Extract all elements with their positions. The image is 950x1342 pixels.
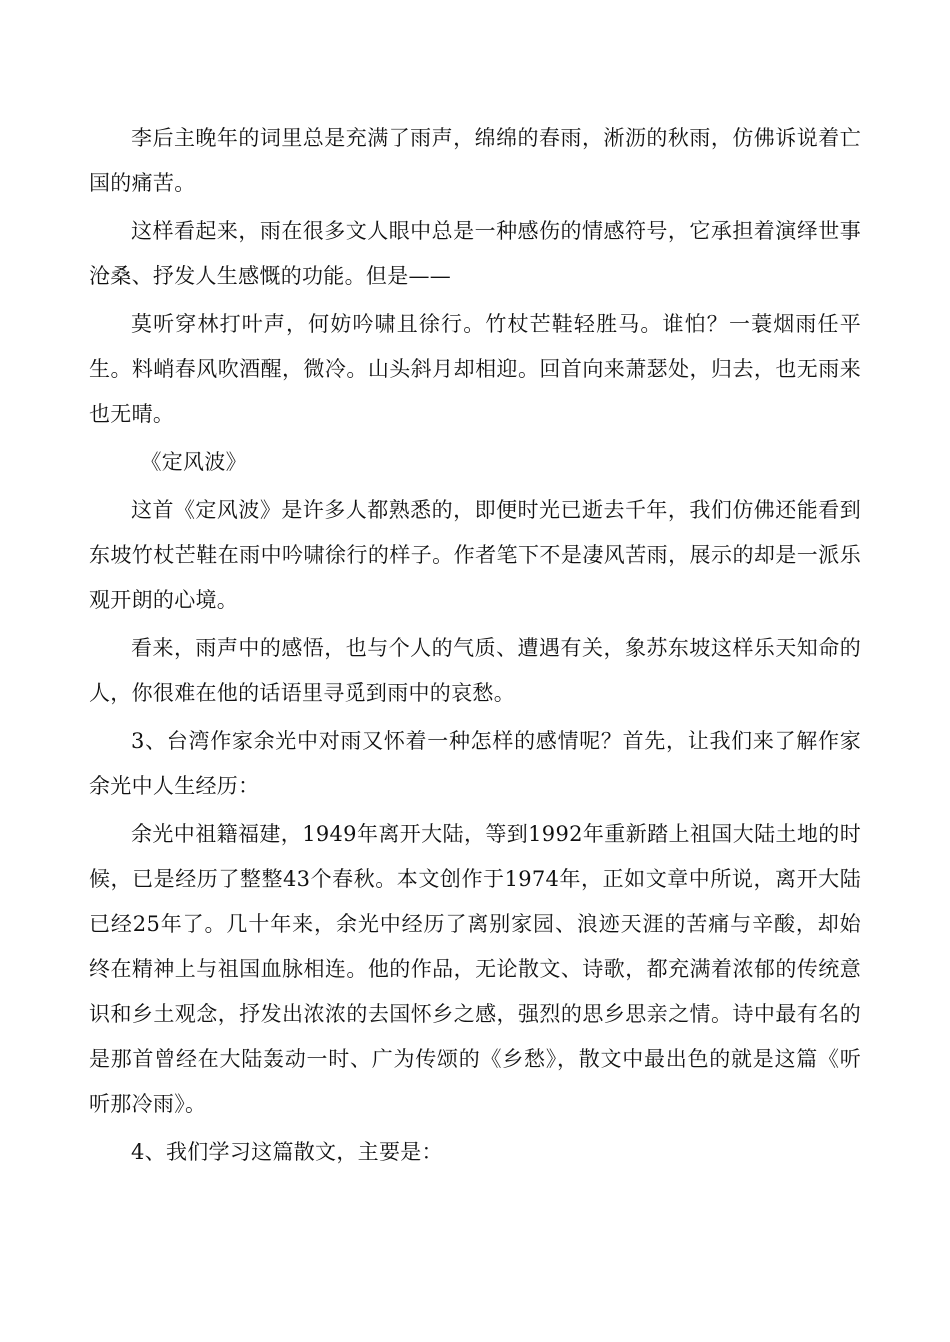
paragraph-rain-symbol: 这样看起来，雨在很多文人眼中总是一种感伤的情感符号，它承担着演绎世事沧桑、抒发人生感慨的功能。但是—— <box>89 219 861 288</box>
paragraph-su-dongpo: 看来，雨声中的感悟，也与个人的气质、遭遇有关，象苏东坡这样乐天知命的人，你很难在他的话语里寻觅到雨中的哀愁。 <box>89 636 861 705</box>
paragraph-yu-guangzhong-biography: 余光中祖籍福建，1949年离开大陆，等到1992年重新踏上祖国大陆土地的时候，已是经历了整整43个春秋。本文创作于1974年，正如文章中所说，离开大陆已经25年了。几十年来，余光中经历了离别家园、浪迹天涯的苦痛与辛酸，却始终在精神上与祖国血脉相连。他的作品，无论散文、诗歌，都充满着浓郁的传统意识和乡土观念，抒发出浓浓的去国怀乡之感，强烈的思乡思亲之情。诗中最有名的是那首曾经在大陆轰动一时、广为传颂的《乡愁》，散文中最出色的就是这篇《听听那冷雨》。 <box>89 822 861 1116</box>
poem-title: 《定风波》 <box>140 450 247 474</box>
paragraph-section-4: 4、我们学习这篇散文，主要是： <box>131 1140 443 1164</box>
document-body <box>89 116 861 1178</box>
paragraph-poem-commentary: 这首《定风波》是许多人都熟悉的，即便时光已逝去千年，我们仿佛还能看到东坡竹杖芒鞋在雨中吟啸徐行的样子。作者笔下不是凄风苦雨，展示的却是一派乐观开朗的心境。 <box>89 498 861 612</box>
paragraph-section-3: 3、台湾作家余光中对雨又怀着一种怎样的感情呢？首先，让我们来了解作家余光中人生经历： <box>89 729 861 798</box>
paragraph-poem-text: 莫听穿林打叶声，何妨吟啸且徐行。竹杖芒鞋轻胜马。谁怕？一蓑烟雨任平生。料峭春风吹酒醒，微冷。山头斜月却相迎。回首向来萧瑟处，归去，也无雨来也无晴。 <box>89 312 861 426</box>
paragraph-li-houzhu: 李后主晚年的词里总是充满了雨声，绵绵的春雨，淅沥的秋雨，仿佛诉说着亡国的痛苦。 <box>89 126 861 195</box>
